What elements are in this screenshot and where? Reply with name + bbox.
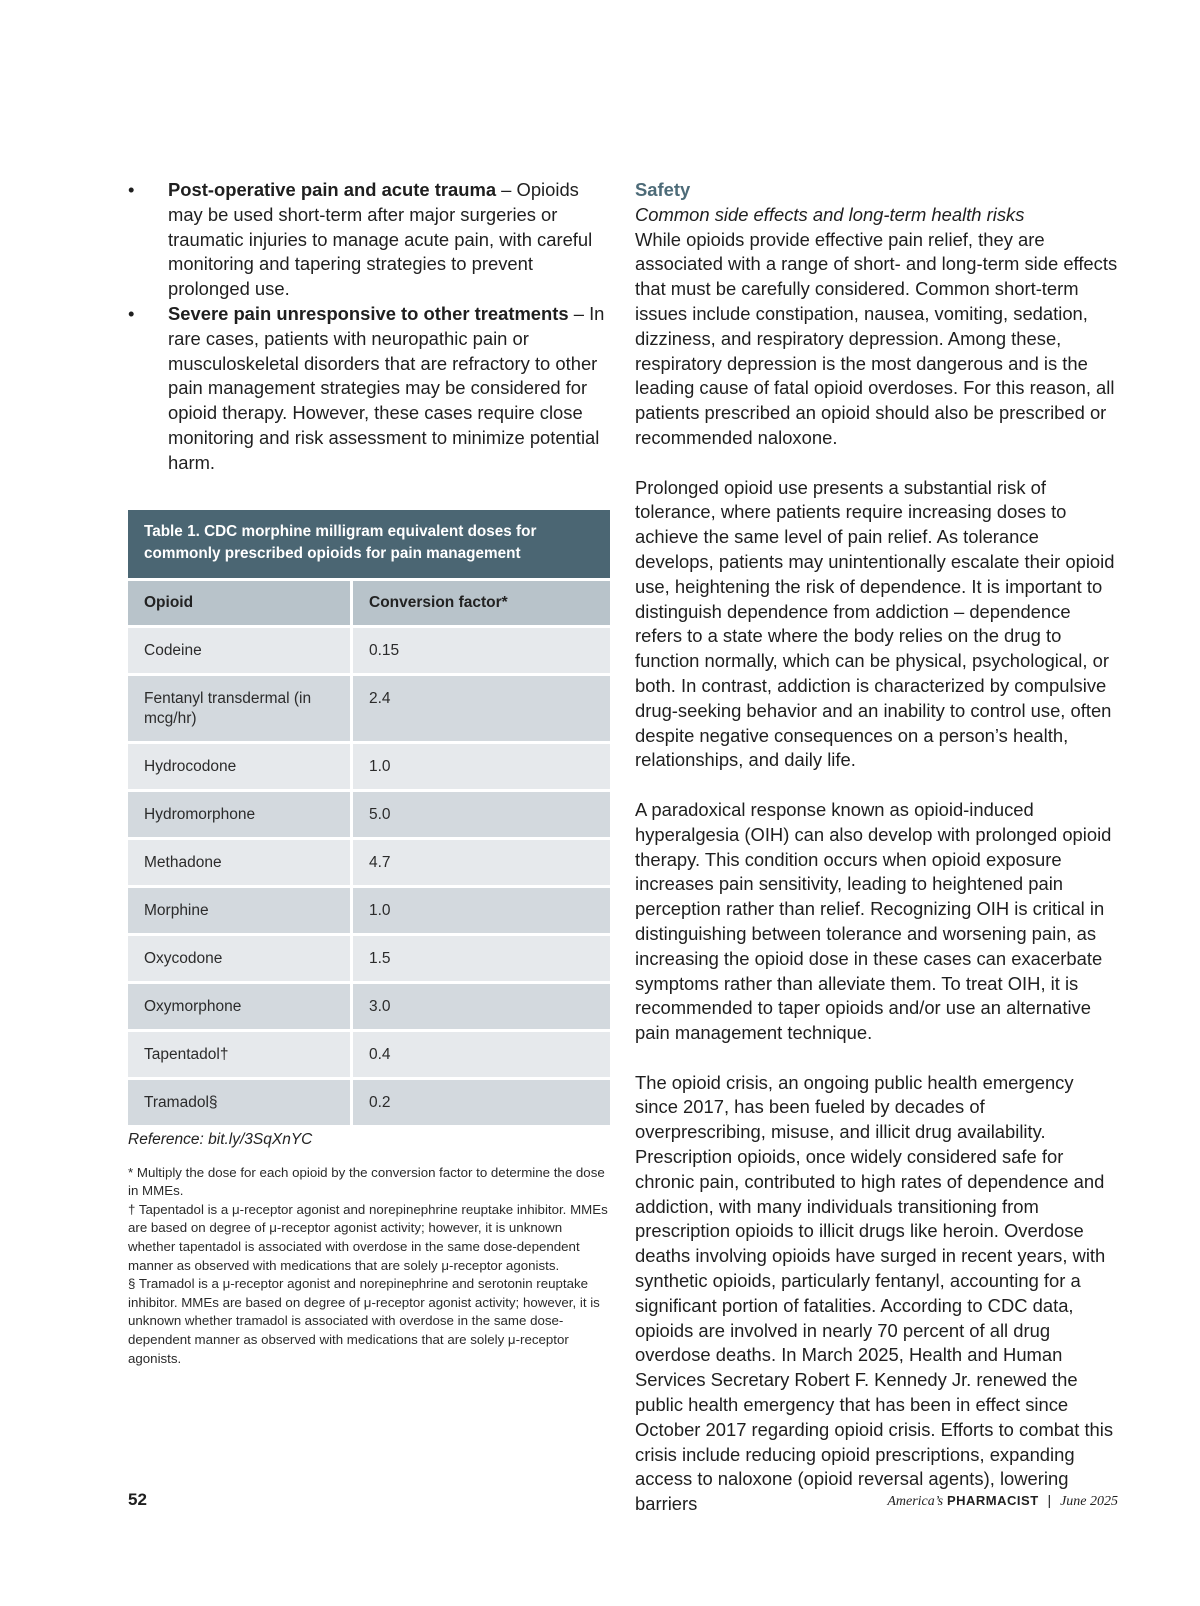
- opioid-cell: Oxymorphone: [128, 984, 353, 1029]
- table-row: [128, 676, 610, 744]
- opioid-cell: Codeine: [128, 628, 353, 673]
- conversion-cell: 2.4: [369, 689, 391, 707]
- section-subheading: Common side effects and long-term health risks: [635, 203, 1025, 225]
- footnote: † Tapentadol is a μ-receptor agonist and norepinephrine reuptake inhibitor. MMEs are based on degree of μ-receptor agonist activity; however, it is unknown whether tapentadol is associated with overdose in the same dose-dependent manner as observed with medications that are solely μ-receptor agonists.: [128, 1201, 608, 1273]
- conversion-cell: 1.0: [369, 757, 391, 775]
- opioid-cell: Morphine: [128, 888, 353, 933]
- footnote: § Tramadol is a μ-receptor agonist and norepinephrine and serotonin reuptake inhibitor. MMEs are based on degree of μ-receptor agonist activity; however, it is unknown whether tramadol is associated with overdose in the same dose-dependent manner as observed with medications that are solely μ-receptor agonists.: [128, 1276, 600, 1366]
- column-header-opioid: Opioid: [128, 581, 353, 625]
- section-heading: Safety: [635, 179, 691, 200]
- issue-date: June 2025: [1060, 1494, 1118, 1509]
- bullet-text: – Opioids may be used short-term after major surgeries or traumatic injuries to manage acute pain, with careful monitoring and tapering strategies to prevent prolonged use.: [168, 179, 593, 300]
- body-paragraph: The opioid crisis, an ongoing public health emergency since 2017, has been fueled by decades of overprescribing, misuse, and illicit drug availability. Prescription opioids, once widely considered safe for chronic pain, contributed to high rates of dependence and addiction, with many individuals transitioning from prescription opioids to illicit drugs like heroin. Overdose deaths involving opioids have surged in recent years, with synthetic opioids, particularly fentanyl, accounting for a significant portion of fatalities. According to CDC data, opioids are involved in nearly 70 percent of all drug overdose deaths. In March 2025, Health and Human Services Secretary Robert F. Kennedy Jr. renewed the public health emergency that has been in effect since October 2017 regarding opioid crisis. Efforts to combat this crisis include reducing opioid prescriptions, expanding access to naloxone (opioid reversal agents), lowering barriers: [635, 1071, 1114, 1515]
- table-row: [128, 628, 610, 676]
- conversion-cell: 1.0: [369, 901, 391, 919]
- opioid-cell: Oxycodone: [128, 936, 353, 981]
- footer-separator: |: [1047, 1492, 1052, 1508]
- column-header-conversion: Conversion factor*: [369, 593, 508, 611]
- table-caption: Table 1. CDC morphine milligram equivalent doses for commonly prescribed opioids for pain management: [128, 510, 610, 581]
- footer-masthead: [887, 1492, 1118, 1510]
- table-row: [128, 936, 610, 984]
- opioid-cell: Fentanyl transdermal (in mcg/hr): [128, 676, 353, 741]
- table-header-row: [128, 581, 610, 628]
- conversion-cell: 3.0: [369, 997, 391, 1015]
- bullet-title: Post-operative pain and acute trauma: [168, 179, 497, 200]
- body-paragraph: While opioids provide effective pain relief, they are associated with a range of short- and long-term side effects that must be carefully considered. Common short-term issues include constipation, nausea, vomiting, sedation, dizziness, and respiratory depression. Among these, respiratory depression is the most dangerous and is the leading cause of fatal opioid overdoses. For this reason, all patients prescribed an opioid should also be prescribed or recommended naloxone.: [635, 228, 1118, 448]
- bullet-icon: •: [128, 179, 135, 200]
- conversion-cell: 0.15: [369, 641, 400, 659]
- left-column: [128, 178, 610, 1368]
- footnote: * Multiply the dose for each opioid by the conversion factor to determine the dose in MMEs.: [128, 1164, 605, 1199]
- table-row: [128, 1080, 610, 1125]
- conversion-cell: 0.2: [369, 1093, 391, 1111]
- bullet-list: [128, 178, 610, 476]
- table-row: [128, 984, 610, 1032]
- table-row: [128, 1032, 610, 1080]
- conversion-cell: 1.5: [369, 949, 391, 967]
- magazine-prefix: America’s: [887, 1494, 944, 1509]
- body-paragraph: Prolonged opioid use presents a substantial risk of tolerance, where patients require increasing doses to achieve the same level of pain relief. As tolerance develops, patients may unintentionally escalate their opioid use, heightening the risk of dependence. It is important to distinguish dependence from addiction – dependence refers to a state where the body relies on the drug to function normally, which can be physical, psychological, or both. In contrast, addiction is characterized by compulsive drug-seeking behavior and an inability to control use, often despite negative consequences on a person’s health, relationships, and daily life.: [635, 476, 1115, 771]
- bullet-icon: •: [128, 302, 135, 324]
- table-row: [128, 840, 610, 888]
- opioid-cell: Tapentadol†: [128, 1032, 353, 1077]
- table-row: [128, 792, 610, 840]
- table-reference: Reference: bit.ly/3SqXnYC: [128, 1130, 313, 1148]
- opioid-cell: Hydrocodone: [128, 744, 353, 789]
- mme-table: [128, 510, 610, 1125]
- table-row: [128, 888, 610, 936]
- list-item: [128, 178, 610, 302]
- page-number: 52: [128, 1490, 147, 1509]
- list-item: [128, 302, 610, 476]
- magazine-name: PHARMACIST: [946, 1493, 1039, 1508]
- conversion-cell: 0.4: [369, 1045, 391, 1063]
- table-footnotes: [128, 1164, 610, 1369]
- body-paragraph: A paradoxical response known as opioid-induced hyperalgesia (OIH) can also develop with prolonged opioid therapy. This condition occurs when opioid exposure increases pain sensitivity, leading to heightened pain perception rather than relief. Recognizing OIH is critical in distinguishing between tolerance and worsening pain, as increasing the opioid dose in these cases can exacerbate symptoms rather than alleviate them. To treat OIH, it is recommended to taper opioids and/or use an alternative pain management technique.: [635, 798, 1112, 1044]
- opioid-cell: Tramadol§: [128, 1080, 353, 1125]
- opioid-cell: Methadone: [128, 840, 353, 885]
- right-column: [635, 178, 1119, 1517]
- conversion-cell: 4.7: [369, 853, 391, 871]
- bullet-text: – In rare cases, patients with neuropathic pain or musculoskeletal disorders that are refractory to other pain management strategies may be considered for opioid therapy. However, these cases require close monitoring and risk assessment to minimize potential harm.: [168, 302, 605, 473]
- opioid-cell: Hydromorphone: [128, 792, 353, 837]
- conversion-cell: 5.0: [369, 805, 391, 823]
- table-row: [128, 744, 610, 792]
- bullet-title: Severe pain unresponsive to other treatments: [168, 302, 569, 324]
